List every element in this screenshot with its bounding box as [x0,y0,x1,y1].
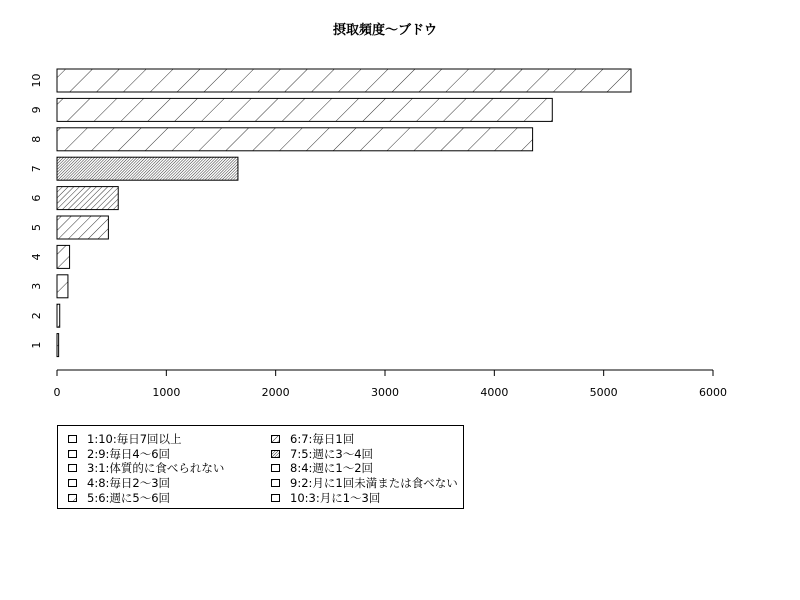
x-tick-label: 1000 [152,386,181,399]
bar-5 [57,216,108,239]
legend-label: 3:1:体質的に食べられない [87,461,225,476]
legend-swatch [68,435,77,443]
x-axis [54,370,728,399]
legend-item [68,476,271,491]
legend-label: 5:6:週に5～6回 [87,490,171,505]
x-tick-label: 0 [53,386,61,399]
y-tick-label: 1 [30,341,43,349]
bar-7 [57,157,238,180]
x-tick-label: 6000 [699,386,727,399]
legend-swatch [68,464,77,472]
bar-8 [57,128,533,151]
legend-item [68,447,271,462]
legend-label: 6:7:毎日1回 [290,432,355,447]
bar-4 [57,245,70,268]
chart-title: 摂取頻度～ブドウ [332,23,438,38]
legend-item [271,490,474,505]
y-tick-label: 2 [30,312,43,320]
legend-item [271,476,474,491]
y-axis [30,74,43,349]
bar-1 [57,334,59,357]
legend [57,425,464,509]
y-tick-label: 3 [30,282,43,290]
y-tick-label: 10 [30,73,43,88]
legend-item [68,490,271,505]
bar-6 [57,187,118,210]
x-tick-label: 5000 [589,386,618,399]
y-tick-label: 7 [30,165,43,173]
legend-label: 10:3:月に1～3回 [290,490,381,505]
y-tick-label: 4 [30,253,43,261]
x-tick-label: 2000 [261,386,290,399]
legend-swatch [68,450,77,458]
legend-swatch [271,435,280,443]
legend-label: 4:8:毎日2～3回 [87,476,171,491]
y-tick-label: 6 [30,194,43,202]
legend-swatch [271,494,280,502]
bars-group [57,69,631,357]
legend-label: 2:9:毎日4～6回 [87,446,171,461]
y-tick-label: 8 [30,135,43,143]
bar-9 [57,98,552,121]
legend-item [271,447,474,462]
bar-2 [57,304,60,327]
bar-10 [57,69,631,92]
legend-swatch [68,494,77,502]
legend-label: 7:5:週に3～4回 [290,446,374,461]
y-tick-label: 9 [30,106,43,114]
legend-label: 9:2:月に1回未満または食べない [290,476,458,491]
legend-swatch [68,479,77,487]
x-tick-label: 3000 [371,386,399,399]
bar-3 [57,275,68,298]
y-tick-label: 5 [30,224,43,231]
x-tick-label: 4000 [480,386,509,399]
legend-item [271,461,474,476]
legend-item [68,432,271,447]
legend-swatch [271,464,280,472]
legend-label: 1:10:毎日7回以上 [87,432,182,447]
legend-swatch [271,450,280,458]
legend-swatch [271,479,280,487]
legend-item [271,432,474,447]
legend-label: 8:4:週に1～2回 [290,461,374,476]
legend-item [68,461,271,476]
